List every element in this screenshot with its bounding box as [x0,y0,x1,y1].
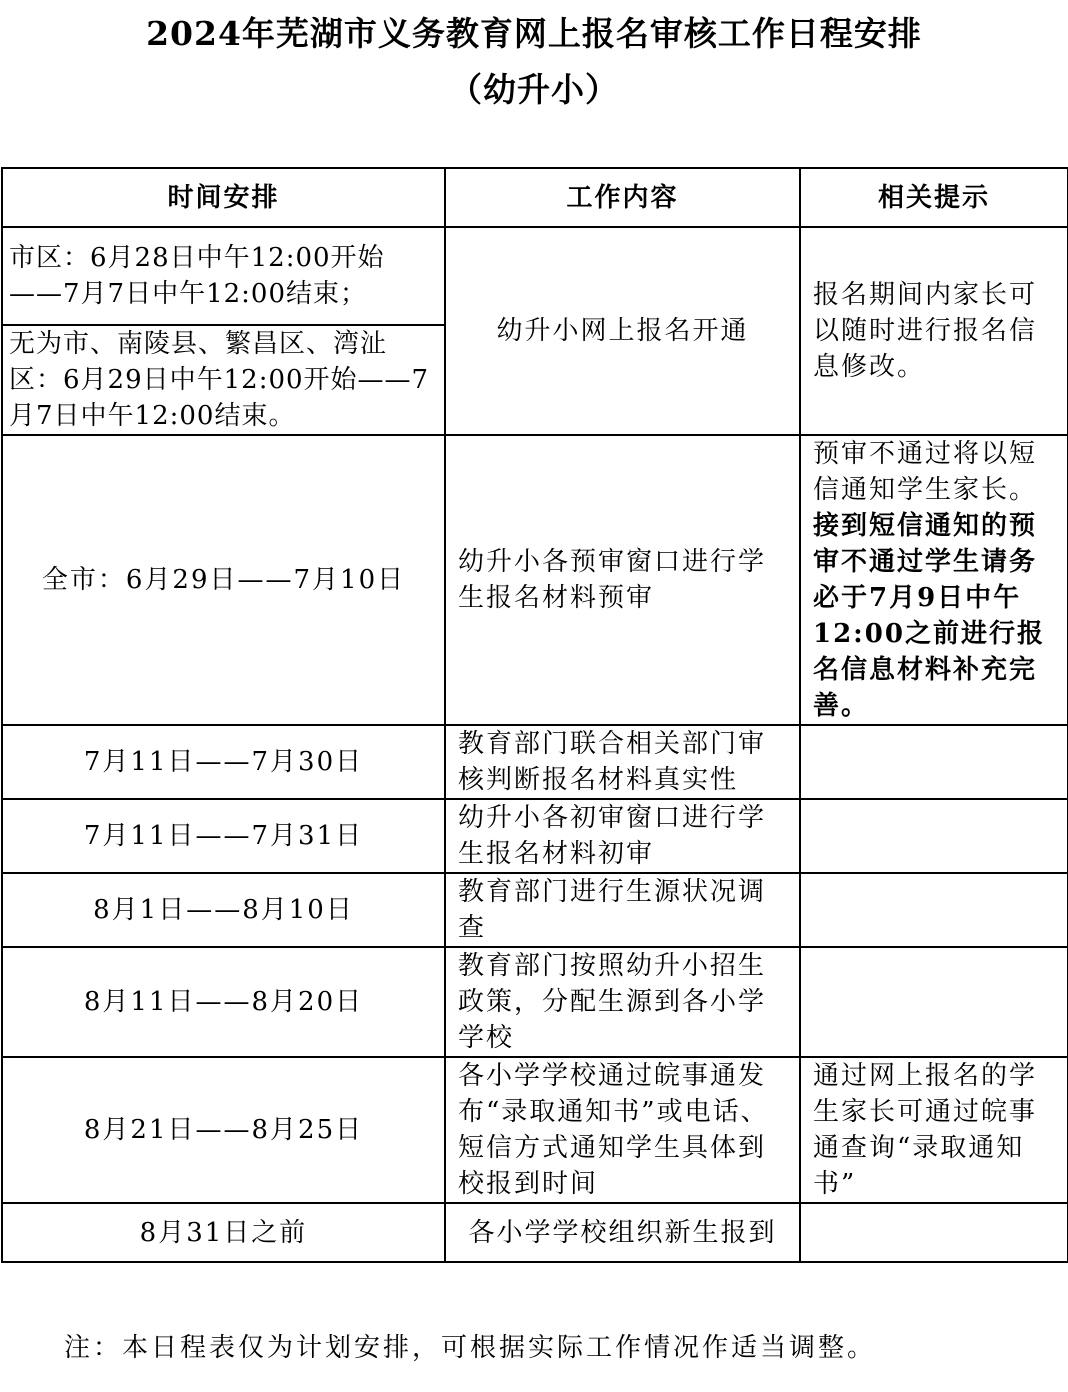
content-cell: 幼升小各初审窗口进行学生报名材料初审 [445,799,800,873]
schedule-table [1,167,1068,1263]
time-cell: 8月11日——8月20日 [2,947,445,1057]
table-row [2,1203,1068,1262]
header-time: 时间安排 [2,168,445,227]
hint-cell: 通过网上报名的学生家长可通过皖事通查询“录取通知书” [800,1057,1068,1203]
time-cell: 7月11日——7月31日 [2,799,445,873]
header-hint: 相关提示 [800,168,1068,227]
hint-cell: 报名期间内家长可以随时进行报名信息修改。 [800,227,1068,435]
page-title: 2024年芜湖市义务教育网上报名审核工作日程安排 [146,14,922,53]
time-cell-counties: 无为市、南陵县、繁昌区、湾沚区：6月29日中午12:00开始——7月7日中午12:00结束。 [2,325,445,435]
table-row [2,799,1068,873]
content-cell: 教育部门按照幼升小招生政策，分配生源到各小学学校 [445,947,800,1057]
content-cell: 幼升小网上报名开通 [445,227,800,435]
page-subtitle: （幼升小） [449,70,619,109]
table-row [2,873,1068,947]
table-row [2,947,1068,1057]
time-cell: 8月1日——8月10日 [2,873,445,947]
hint-cell [800,435,1068,725]
hint-text: 预审不通过将以短信通知学生家长。 [813,439,1038,505]
content-cell: 各小学学校通过皖事通发布“录取通知书”或电话、短信方式通知学生具体到校报到时间 [445,1057,800,1203]
content-cell: 教育部门联合相关部门审核判断报名材料真实性 [445,725,800,799]
content-cell: 幼升小各预审窗口进行学生报名材料预审 [445,435,800,725]
header-content: 工作内容 [445,168,800,227]
time-cell: 7月11日——7月30日 [2,725,445,799]
hint-cell [800,725,1068,799]
table-row [2,435,1068,725]
table-row [2,1057,1068,1203]
table-header-row [2,168,1068,227]
time-cell-city: 市区：6月28日中午12:00开始——7月7日中午12:00结束； [2,227,445,325]
content-cell: 教育部门进行生源状况调查 [445,873,800,947]
hint-bold-text: 接到短信通知的预审不通过学生请务必于7月9日中午12:00之前进行报名信息材料补充完善。 [813,511,1045,721]
table-row [2,227,1068,325]
time-cell: 全市：6月29日——7月10日 [2,435,445,725]
footnote: 注：本日程表仅为计划安排，可根据实际工作情况作适当调整。 [64,1333,877,1363]
table-row [2,725,1068,799]
hint-cell [800,1203,1068,1262]
hint-cell [800,873,1068,947]
time-cell: 8月31日之前 [2,1203,445,1262]
time-cell: 8月21日——8月25日 [2,1057,445,1203]
hint-cell [800,947,1068,1057]
content-cell: 各小学学校组织新生报到 [445,1203,800,1262]
hint-cell [800,799,1068,873]
